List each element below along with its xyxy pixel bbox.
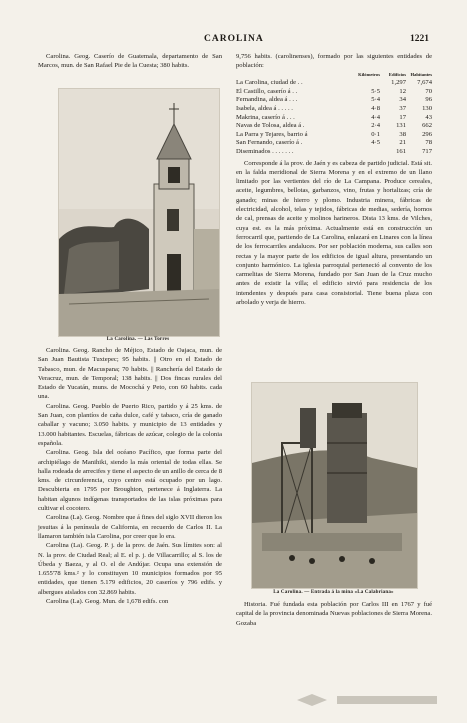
col-header-edificios: Edificios	[388, 71, 406, 77]
left-column-body	[38, 346, 222, 606]
figure-las-torres	[58, 88, 220, 337]
page-header	[0, 34, 467, 46]
figure-2-caption: La Carolina. — Entrada á la mina «La Calabriana»	[273, 590, 394, 595]
historia-paragraph	[236, 600, 432, 628]
col-header-km: Kilómetros	[358, 71, 380, 77]
entry-guatemala: Carolina. Geog. Caserío de Guatemala, departamento de San Marcos, mun. de San Rafael Pie de la Cuesta; 380 habits.	[38, 53, 222, 70]
page-number: 1221	[410, 34, 429, 44]
table-row: Fernandina, aldea á . . . 5·4 34 96	[236, 96, 432, 104]
population-table	[236, 71, 432, 157]
table-row: San Fernando, caserío á . 4·5 21 78	[236, 139, 432, 147]
entry-isla: Carolina. Geog. Isla del océano Pacífico, que forma parte del archipiélago de Manihiki, siendo la más oriental de todas ellas. Se halla rodeada de arrecifes y tiene el aspecto de un anillo de cerca de 8 kms. de circunferencia, cuyo centro está ocupado por un lago. Descubierta en 1795 por Broughton, pertenece á Inglaterra. La habitan algunos indígenas transportados de las islas próximas para cultivar el cocotero.	[38, 449, 222, 513]
figure-mina-calabriana	[251, 382, 418, 589]
running-title: CAROLINA	[204, 34, 264, 44]
figure-1-caption: La Carolina. — Las Torres	[106, 337, 170, 342]
mine-entrance-illustration	[252, 383, 417, 588]
left-column	[38, 52, 222, 71]
table-row: Makrina, caserío á . . . 4·4 17 43	[236, 113, 432, 121]
entry-puerto-rico: Carolina. Geog. Pueblo de Puerto Rico, partido y á 25 kms. de San Juan, con plantíos de caña dulce, café y tabaco, cría de ganado caballar y vacuno; 3.050 habits. y municipio de 13 entidades y 13.000 habitantes. Escuelas, fábricas de azúcar, colegio de la colonia española.	[38, 402, 222, 447]
municipio-description: Corresponde á la prov. de Jaén y es cabeza de partido judicial. Está sit. en la falda meridional de Sierra Morena y en el extremo de un llano limitado por las vertientes del río de La Campana. Produce cereales, aceite, legumbres, bellotas, garbanzos, vino, frutas y hortalizas; cría de ganado; minas de hierro y plomo. Industria minera, fábricas de electricidad, alcohol, telas y tejidos, fábricas de medias, sedería, hornos de cal, prensas de aceite y molinos harineros. Dista 13 kms. de Vilches, cuya est. es la más próxima. Actualmente está en construcción un ferrocarril que, partiendo de La Carolina, enlazará en Linares con la línea de los ferrocarriles andaluces. Por ser población moderna, sus calles son rectas y la mayor parte de los edificios de igual altura, presentando un conjunto harmónico. La iglesia parroquial perteneció al convento de los carmelitas de Sierra Morena, fundado por San Juan de la Cruz mucho antes de existir la villa; el edificio sirvió para residencia de los intendentes y después para casa consistorial. Tiene buena plaza con arbolado y verja de hierro.	[236, 159, 432, 306]
table-row: El Castillo, caserío á . . 5·5 12 70	[236, 87, 432, 95]
historia-text: Historia. Fué fundada esta población por Carlos III en 1767 y fué capital de la provincia denominada Nuevas poblaciones de Sierra Morena. Gozaba	[236, 601, 432, 627]
table-row: La Parra y Tejares, barrio á 0·1 38 296	[236, 130, 432, 138]
table-row: Diseminados . . . . . . . 161 717	[236, 147, 432, 155]
watermark-logo	[292, 690, 442, 710]
population-table-header	[236, 71, 432, 80]
table-row: Navas de Tolosa, aldea á . 2·4 131 662	[236, 122, 432, 130]
entry-partido-judicial: Carolina (La). Geog. P. j. de la prov. de Jaén. Sus límites son: al N. la prov. de Ciudad Real; al E. el p. j. de Villacarrillo; al S. los de Úbeda y Baeza, y al O. el de Andújar. Ocupa una extensión de 1.655'78 kms.² y lo constituyen 10 municipios formados por 95 entidades, que tienen 5.179 edificios, 20 caseríos y 796 edifs. y albergues aislados con 32.869 habits.	[38, 542, 222, 596]
entry-municipio: Carolina (La). Geog. Mun. de 1,678 edifs. con	[46, 598, 169, 606]
table-row: La Carolina, ciudad de . . 1,297 7,674	[236, 79, 432, 87]
church-tower-illustration	[59, 89, 219, 336]
right-column	[236, 52, 432, 307]
entry-california: Carolina (La). Geog. Nombre que á fines del siglo XVII dieron los jesuitas á la península de California, en recuerdo de Carlos II. La llamaron también isla Carolina, por creer que lo era.	[38, 514, 222, 540]
col-header-habitantes: Habitantes	[410, 71, 432, 77]
table-row: Isabela, aldea á . . . . . 4·8 37 130	[236, 104, 432, 112]
population-intro: 9,756 habits. (carolinenses), formado por las siguientes entidades de población:	[236, 53, 432, 70]
entry-mexico: Carolina. Geog. Rancho de Méjico, Estado de Oajaca, mun. de San Juan Bautista Tuxtepec; 95 habits. || Otro en el Estado de Tabasco, mun. de Macuspana; 70 habits. || Ranchería del Estado de Veracruz, mun. de Temporal; 138 habits. || Dos fincas rurales del Estado de Yucatán, muns. de Mocochá y Peto, con 60 habits. cada una.	[38, 347, 222, 401]
